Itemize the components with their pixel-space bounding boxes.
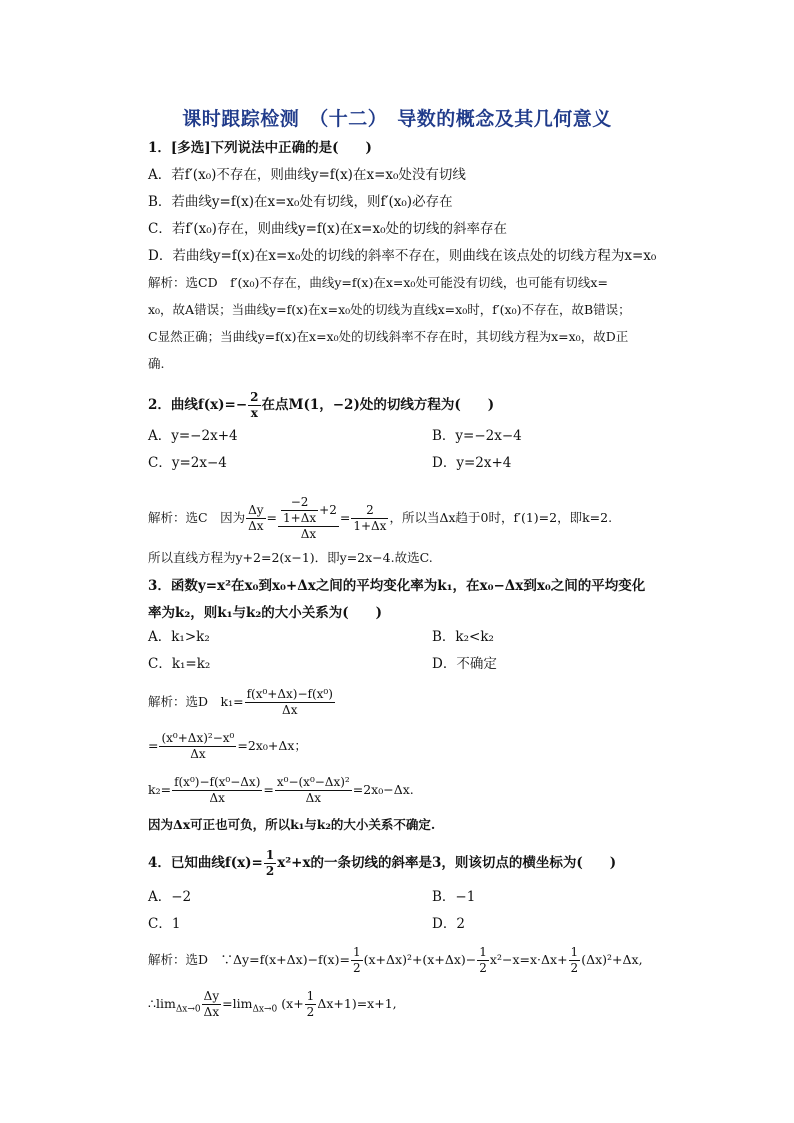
q1-option-b: B．若曲线y=f(x)在x=x₀处有切线，则f′(x₀)必存在 <box>148 194 453 210</box>
fraction: $\frac{1}{2}$ <box>265 848 275 878</box>
q1-option-d: D．若曲线y=f(x)在x=x₀处的切线的斜率不存在，则曲线在该点处的切线方程为x=x₀ <box>148 248 657 264</box>
fraction: $\frac{-2}{1+\Delta x}$ +2 Δx <box>278 495 339 542</box>
q3-option-a: A．k₁>k₂ <box>148 629 210 645</box>
q2-option-c: C．y=2x−4 <box>148 455 227 471</box>
q1-stem: 1．[多选]下列说法中正确的是( ) <box>148 140 372 156</box>
q4-option-d: D．2 <box>432 916 465 932</box>
page-title: 课时跟踪检测 （十二） 导数的概念及其几何意义 <box>182 108 612 130</box>
fraction: $\frac{2}{x}$ <box>250 390 259 420</box>
q3-option-d: D．不确定 <box>432 656 497 672</box>
q4-option-b: B．−1 <box>432 889 476 905</box>
fraction: $\frac{\text{x⁰−(x⁰−Δx)²}}{\Delta x}$ <box>276 775 350 805</box>
q4-stem: 4．已知曲线f(x)= $\frac{1}{2}$ x²+x的一条切线的斜率是3，则该切点的横坐标为( ) <box>148 848 617 878</box>
q2-option-d: D．y=2x+4 <box>432 455 512 471</box>
q4-solution-1: 解析：选D ∵Δy=f(x+Δx)−f(x)= $\frac{1}{2}$ (x+Δx)²+(x+Δx)− $\frac{1}{2}$ x²−x=x·Δx+ $\frac{1}{2}$ (Δx)²+Δx, <box>148 945 643 975</box>
q2-option-b: B．y=−2x−4 <box>432 428 522 444</box>
fraction: $\frac{1}{2}$ <box>479 945 487 975</box>
q3-stem-1: 3．函数y=x²在x₀到x₀+Δx之间的平均变化率为k₁，在x₀−Δx到x₀之间的平均变化 <box>148 578 646 594</box>
fraction: $\frac{\text{(x⁰+Δx)²−x⁰}}{\Delta x}$ <box>161 731 235 761</box>
fraction: $\frac{\text{f(x⁰)−f(x⁰−Δx)}}{\Delta x}$ <box>174 775 261 805</box>
q1-option-c: C．若f′(x₀)存在，则曲线y=f(x)在x=x₀处的切线的斜率存在 <box>148 221 507 237</box>
fraction: $\frac{\Delta y}{\Delta x}$ <box>203 989 220 1019</box>
q3-option-c: C．k₁=k₂ <box>148 656 211 672</box>
q1-solution-4: 确. <box>148 356 165 371</box>
q3-stem-2: 率为k₂，则k₁与k₂的大小关系为( ) <box>148 605 383 621</box>
q1-solution-1: 解析：选CD f′(x₀)不存在，曲线y=f(x)在x=x₀处可能没有切线，也可能有切线x= <box>148 275 608 290</box>
q3-solution-2: = $\frac{\text{(x⁰+Δx)²−x⁰}}{\Delta x}$ =2x₀+Δx； <box>148 731 307 761</box>
fraction: $\frac{1}{2}$ <box>306 989 315 1019</box>
fraction: $\frac{\Delta y}{\Delta x}$ <box>248 503 264 533</box>
fraction: $\frac{\text{f(x⁰+Δx)−f(x⁰)}}{\Delta x}$ <box>246 687 333 717</box>
fraction: $\frac{1}{2}$ <box>352 945 361 975</box>
fraction: $\frac{1}{2}$ <box>570 945 579 975</box>
q2-solution-2: 所以直线方程为y+2=2(x−1)．即y=2x−4.故选C. <box>148 550 433 565</box>
q3-solution-4: 因为Δx可正也可负，所以k₁与k₂的大小关系不确定. <box>148 817 436 832</box>
q4-solution-2: $\therefore\lim_{\Delta x\to 0}$ $\frac{\Delta y}{\Delta x}$ $=\lim_{\Delta x\to 0}$ (x+ $\frac{1}{2}$ Δx+1)=x+1, <box>148 989 397 1019</box>
q1-option-a: A．若f′(x₀)不存在，则曲线y=f(x)在x=x₀处没有切线 <box>148 167 466 183</box>
q2-stem: 2．曲线f(x)=− $\frac{2}{x}$ 在点M(1，−2)处的切线方程为( ) <box>148 390 495 420</box>
q4-option-c: C．1 <box>148 916 181 932</box>
q2-option-a: A．y=−2x+4 <box>148 428 238 444</box>
q3-solution-1: 解析：选D k₁= $\frac{\text{f(x⁰+Δx)−f(x⁰)}}{\Delta x}$ <box>148 687 333 717</box>
q4-option-a: A．−2 <box>148 889 192 905</box>
q1-solution-2: x₀，故A错误；当曲线y=f(x)在x=x₀处的切线为直线x=x₀时，f′(x₀)不存在，故B错误； <box>148 302 631 317</box>
fraction: $\frac{2}{1+\Delta x}$ <box>353 503 387 533</box>
q3-option-b: B．k₂<k₂ <box>432 629 494 645</box>
q2-solution-1: 解析：选C 因为 $\frac{\Delta y}{\Delta x}$ = $\frac{-2}{1+\Delta x}$ +2 Δx = $\frac{2}{1+\Delta x}$ ，所以当Δx趋于0时，f′(1)=2，即k=2. <box>148 495 613 541</box>
q1-solution-3: C显然正确；当曲线y=f(x)在x=x₀处的切线斜率不存在时，其切线方程为x=x₀，故D正 <box>148 329 629 344</box>
q3-solution-3: k₂= $\frac{\text{f(x⁰)−f(x⁰−Δx)}}{\Delta x}$ = $\frac{\text{x⁰−(x⁰−Δx)²}}{\Delta x}$ =2x₀−Δx. <box>148 775 414 805</box>
